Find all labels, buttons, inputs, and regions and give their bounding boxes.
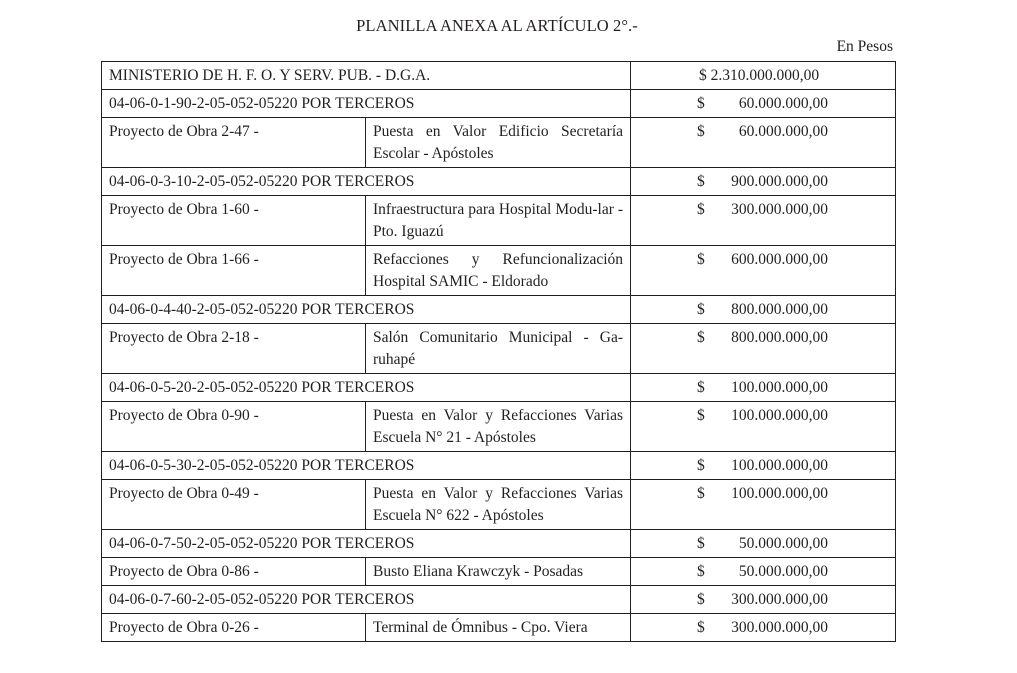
project-number: Proyecto de Obra 2-47 - bbox=[102, 118, 366, 168]
budget-line-amount-cell bbox=[631, 452, 896, 480]
currency-symbol: $ bbox=[697, 379, 705, 396]
project-number: Proyecto de Obra 1-66 - bbox=[102, 246, 366, 296]
amount-value: 300.000.000,00 bbox=[731, 201, 829, 218]
currency-symbol: $ bbox=[697, 535, 705, 552]
currency-symbol: $ bbox=[697, 457, 705, 474]
budget-line-amount bbox=[697, 377, 828, 399]
budget-line-amount-cell bbox=[631, 168, 896, 196]
project-amount-cell bbox=[631, 614, 896, 642]
document-title: PLANILLA ANEXA AL ARTÍCULO 2°.- bbox=[356, 16, 638, 35]
budget-line-row bbox=[102, 374, 896, 402]
budget-line-amount bbox=[697, 533, 828, 555]
project-amount bbox=[697, 327, 828, 349]
budget-line-code: 04-06-0-4-40-2-05-052-05220 POR TERCEROS bbox=[102, 296, 631, 324]
project-row bbox=[102, 118, 896, 168]
project-amount-cell bbox=[631, 480, 896, 530]
project-number: Proyecto de Obra 1-60 - bbox=[102, 196, 366, 246]
project-row bbox=[102, 324, 896, 374]
amount-value: 300.000.000,00 bbox=[731, 591, 829, 608]
project-row bbox=[102, 480, 896, 530]
project-number: Proyecto de Obra 2-18 - bbox=[102, 324, 366, 374]
unit-label: En Pesos bbox=[836, 38, 893, 55]
currency-symbol: $ bbox=[697, 301, 705, 318]
project-amount-cell bbox=[631, 196, 896, 246]
ministry-row bbox=[102, 62, 896, 90]
budget-line-amount-cell bbox=[631, 586, 896, 614]
amount-value: 600.000.000,00 bbox=[731, 251, 829, 268]
budget-line-code: 04-06-0-7-50-2-05-052-05220 POR TERCEROS bbox=[102, 530, 631, 558]
currency-symbol: $ bbox=[697, 329, 705, 346]
budget-table-body bbox=[102, 62, 896, 642]
currency-symbol: $ bbox=[697, 619, 705, 636]
budget-line-amount-cell bbox=[631, 374, 896, 402]
amount-value: 800.000.000,00 bbox=[731, 329, 829, 346]
project-description: Puesta en Valor y Refacciones Varias Escuela N° 21 - Apóstoles bbox=[366, 402, 631, 452]
budget-line-amount-cell bbox=[631, 90, 896, 118]
project-amount-cell bbox=[631, 558, 896, 586]
project-row bbox=[102, 614, 896, 642]
amount-value: 60.000.000,00 bbox=[738, 95, 829, 112]
budget-line-row bbox=[102, 586, 896, 614]
budget-line-amount-cell bbox=[631, 530, 896, 558]
budget-line-amount bbox=[697, 455, 828, 477]
project-description: Salón Comunitario Municipal - Ga-ruhapé bbox=[366, 324, 631, 374]
budget-line-code: 04-06-0-3-10-2-05-052-05220 POR TERCEROS bbox=[102, 168, 631, 196]
project-amount bbox=[697, 561, 828, 583]
budget-line-code: 04-06-0-5-30-2-05-052-05220 POR TERCEROS bbox=[102, 452, 631, 480]
budget-table bbox=[101, 61, 896, 642]
budget-line-amount bbox=[697, 93, 828, 115]
budget-line-code: 04-06-0-1-90-2-05-052-05220 POR TERCEROS bbox=[102, 90, 631, 118]
project-amount bbox=[697, 121, 828, 143]
currency-symbol: $ bbox=[697, 123, 705, 140]
budget-line-code: 04-06-0-7-60-2-05-052-05220 POR TERCEROS bbox=[102, 586, 631, 614]
project-amount bbox=[697, 199, 828, 221]
project-amount-cell bbox=[631, 246, 896, 296]
ministry-total-amount: $ 2.310.000.000,00 bbox=[698, 67, 820, 84]
amount-value: 50.000.000,00 bbox=[738, 563, 829, 580]
project-amount-cell bbox=[631, 324, 896, 374]
project-amount bbox=[697, 483, 828, 505]
project-number: Proyecto de Obra 0-26 - bbox=[102, 614, 366, 642]
project-description: Infraestructura para Hospital Modu-lar - Pto. Iguazú bbox=[366, 196, 631, 246]
amount-value: 900.000.000,00 bbox=[731, 173, 829, 190]
project-row bbox=[102, 196, 896, 246]
project-amount-cell bbox=[631, 118, 896, 168]
currency-symbol: $ bbox=[697, 563, 705, 580]
budget-line-row bbox=[102, 168, 896, 196]
currency-symbol: $ bbox=[697, 95, 705, 112]
budget-line-row bbox=[102, 90, 896, 118]
project-row bbox=[102, 402, 896, 452]
amount-value: 100.000.000,00 bbox=[731, 407, 829, 424]
amount-value: 100.000.000,00 bbox=[731, 457, 829, 474]
budget-line-row bbox=[102, 530, 896, 558]
budget-line-row bbox=[102, 452, 896, 480]
project-number: Proyecto de Obra 0-86 - bbox=[102, 558, 366, 586]
amount-value: 100.000.000,00 bbox=[731, 379, 829, 396]
amount-value: 300.000.000,00 bbox=[731, 619, 829, 636]
amount-value: 50.000.000,00 bbox=[738, 535, 829, 552]
budget-line-amount bbox=[697, 589, 828, 611]
project-description: Puesta en Valor Edificio Secretaría Escolar - Apóstoles bbox=[366, 118, 631, 168]
budget-line-amount bbox=[697, 299, 828, 321]
project-description: Busto Eliana Krawczyk - Posadas bbox=[366, 558, 631, 586]
project-amount bbox=[697, 249, 828, 271]
currency-symbol: $ bbox=[697, 173, 705, 190]
currency-symbol: $ bbox=[697, 591, 705, 608]
project-description: Terminal de Ómnibus - Cpo. Viera bbox=[366, 614, 631, 642]
amount-value: 800.000.000,00 bbox=[731, 301, 829, 318]
budget-line-code: 04-06-0-5-20-2-05-052-05220 POR TERCEROS bbox=[102, 374, 631, 402]
project-amount bbox=[697, 617, 828, 639]
project-row bbox=[102, 558, 896, 586]
project-amount bbox=[697, 405, 828, 427]
amount-value: 100.000.000,00 bbox=[731, 485, 829, 502]
currency-symbol: $ bbox=[697, 407, 705, 424]
project-amount-cell bbox=[631, 402, 896, 452]
ministry-total-cell bbox=[631, 62, 896, 90]
project-description: Puesta en Valor y Refacciones Varias Escuela N° 622 - Apóstoles bbox=[366, 480, 631, 530]
project-number: Proyecto de Obra 0-90 - bbox=[102, 402, 366, 452]
project-number: Proyecto de Obra 0-49 - bbox=[102, 480, 366, 530]
amount-value: 60.000.000,00 bbox=[738, 123, 829, 140]
budget-line-amount-cell bbox=[631, 296, 896, 324]
budget-line-row bbox=[102, 296, 896, 324]
ministry-label: MINISTERIO DE H. F. O. Y SERV. PUB. - D.G.A. bbox=[102, 62, 631, 90]
project-row bbox=[102, 246, 896, 296]
budget-line-amount bbox=[697, 171, 828, 193]
currency-symbol: $ bbox=[697, 201, 705, 218]
currency-symbol: $ bbox=[697, 485, 705, 502]
project-description: Refacciones y Refuncionalización Hospital SAMIC - Eldorado bbox=[366, 246, 631, 296]
currency-symbol: $ bbox=[697, 251, 705, 268]
